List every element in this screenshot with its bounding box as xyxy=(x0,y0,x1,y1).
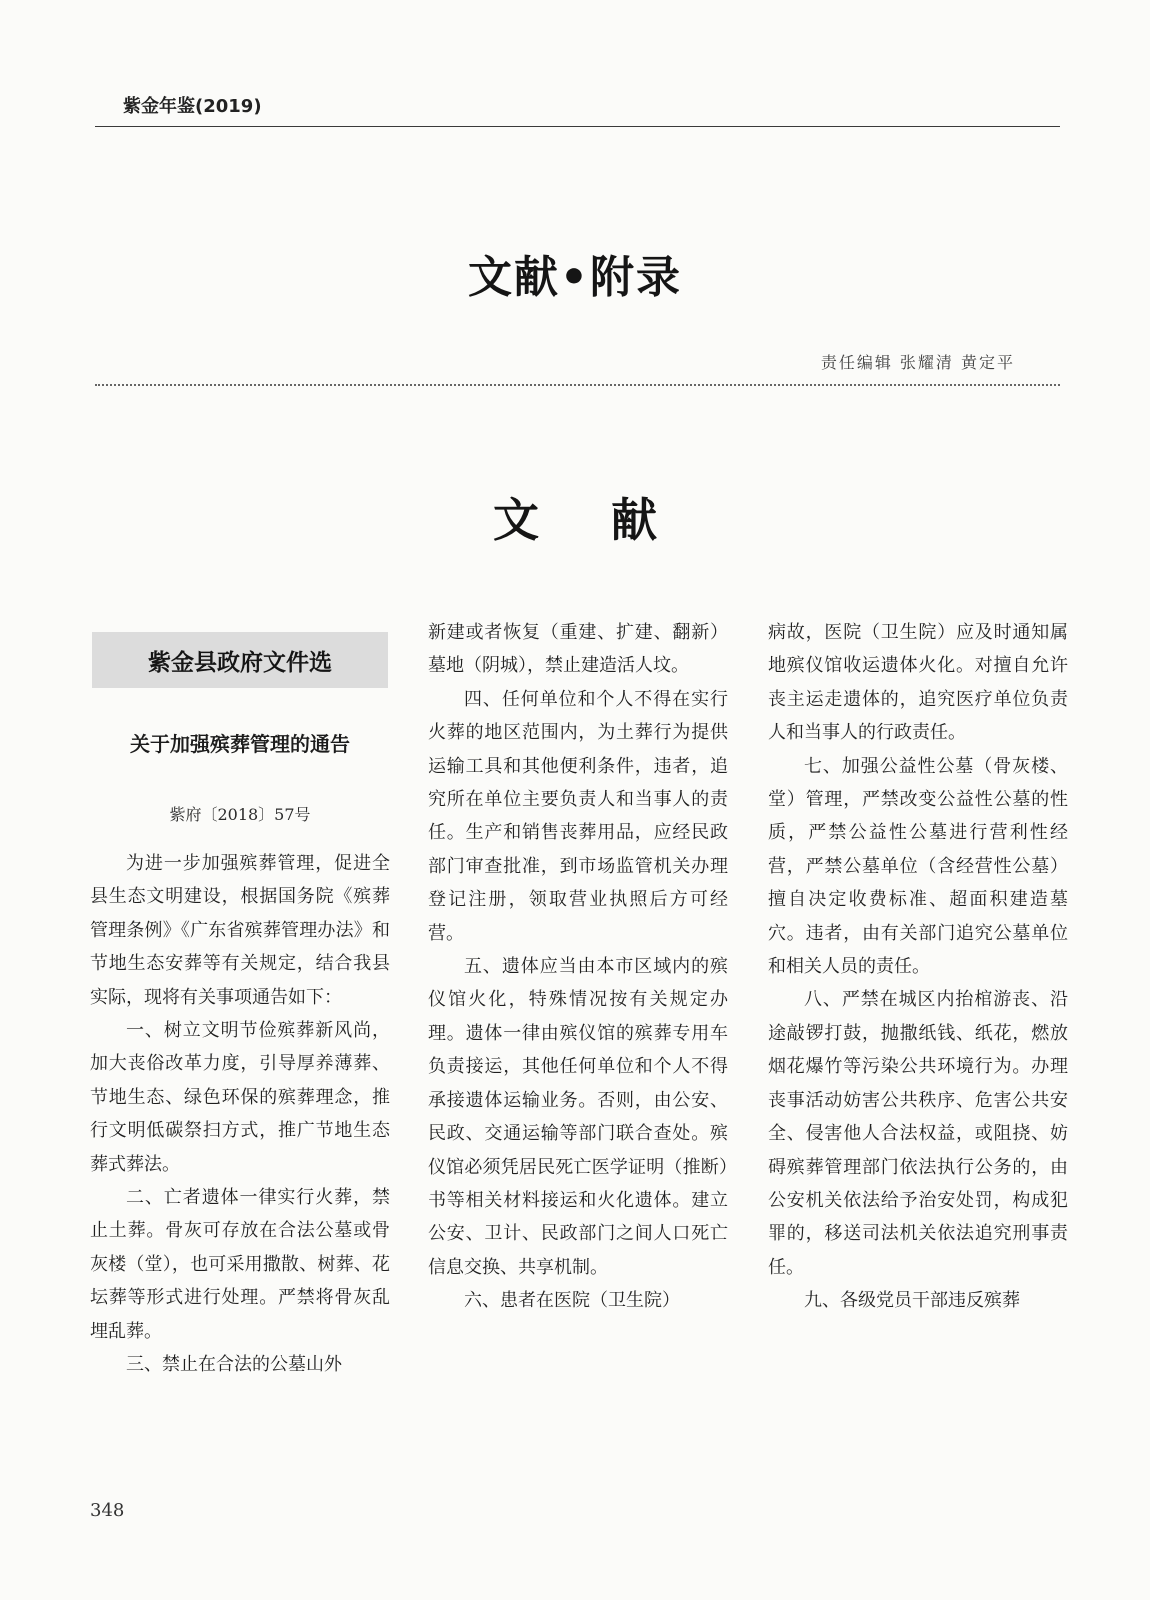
section-title: 文献•附录 xyxy=(467,252,683,303)
editors-line: 责任编辑 张耀清 黄定平 xyxy=(820,353,1015,372)
paragraph: 五、遗体应当由本市区域内的殡仪馆火化，特殊情况按有关规定办理。遗体一律由殡仪馆的殡葬专用车负责接运，其他任何单位和个人不得承接遗体运输业务。否则，由公安、民政、交通运输等部门联合查处。殡仪馆必须凭居民死亡医学证明（推断）书等相关材料接运和火化遗体。建立公安、卫计、民政部门之间人口死亡信息交换、共享机制。 xyxy=(428,956,728,1278)
text-column-1 xyxy=(90,847,390,1382)
header-rule xyxy=(95,126,1060,127)
page-number: 348 xyxy=(90,1500,125,1521)
document-number: 紫府〔2018〕57号 xyxy=(169,805,311,824)
paragraph: 为进一步加强殡葬管理，促进全县生态文明建设，根据国务院《殡葬管理条例》《广东省殡葬管理办法》和节地生态安葬等有关规定，结合我县实际，现将有关事项通告如下： xyxy=(90,853,390,1008)
paragraph: 九、各级党员干部违反殡葬 xyxy=(804,1290,1020,1312)
paragraph: 八、严禁在城区内抬棺游丧、沿途敲锣打鼓，抛撒纸钱、纸花，燃放烟花爆竹等污染公共环境行为。办理丧事活动妨害公共秩序、危害公共安全、侵害他人合法权益，或阻挠、妨碍殡葬管理部门依法执行公务的，由公安机关依法给予治安处罚，构成犯罪的，移送司法机关依法追究刑事责任。 xyxy=(768,989,1068,1278)
paragraph-continued: 新建或者恢复（重建、扩建、翻新）墓地（阴城），禁止建造活人坟。 xyxy=(428,622,728,677)
paragraph: 四、任何单位和个人不得在实行火葬的地区范围内，为土葬行为提供运输工具和其他便利条件，违者，追究所在单位主要负责人和当事人的责任。生产和销售丧葬用品，应经民政部门审查批准，到市场监管机关办理登记注册，领取营业执照后方可经营。 xyxy=(428,688,728,944)
running-head: 紫金年鉴(2019) xyxy=(123,96,262,117)
paragraph: 六、患者在医院（卫生院） xyxy=(464,1290,680,1312)
paragraph: 一、树立文明节俭殡葬新风尚，加大丧俗改革力度，引导厚养薄葬、节地生态、绿色环保的殡葬理念，推行文明低碳祭扫方式，推广节地生态葬式葬法。 xyxy=(90,1020,390,1175)
article-title: 关于加强殡葬管理的通告 xyxy=(130,732,350,756)
text-column-2 xyxy=(428,616,728,1318)
paragraph: 二、亡者遗体一律实行火葬，禁止土葬。骨灰可存放在合法公墓或骨灰楼（堂），也可采用撒散、树葬、花坛葬等形式进行处理。严禁将骨灰乱埋乱葬。 xyxy=(90,1187,390,1342)
text-column-3 xyxy=(768,616,1068,1318)
paragraph-continued: 病故，医院（卫生院）应及时通知属地殡仪馆收运遗体火化。对擅自允许丧主运走遗体的，追究医疗单位负责人和当事人的行政责任。 xyxy=(768,622,1068,744)
dotted-divider xyxy=(95,384,1060,386)
column-banner: 紫金县政府文件选 xyxy=(92,632,388,688)
paragraph: 七、加强公益性公墓（骨灰楼、堂）管理，严禁改变公益性公墓的性质，严禁公益性公墓进行营利性经营，严禁公墓单位（含经营性公墓）擅自决定收费标准、超面积建造墓穴。违者，由有关部门追究公墓单位和相关人员的责任。 xyxy=(768,755,1068,978)
paragraph: 三、禁止在合法的公墓山外 xyxy=(126,1354,342,1376)
subsection-title: 文献 xyxy=(493,493,729,547)
